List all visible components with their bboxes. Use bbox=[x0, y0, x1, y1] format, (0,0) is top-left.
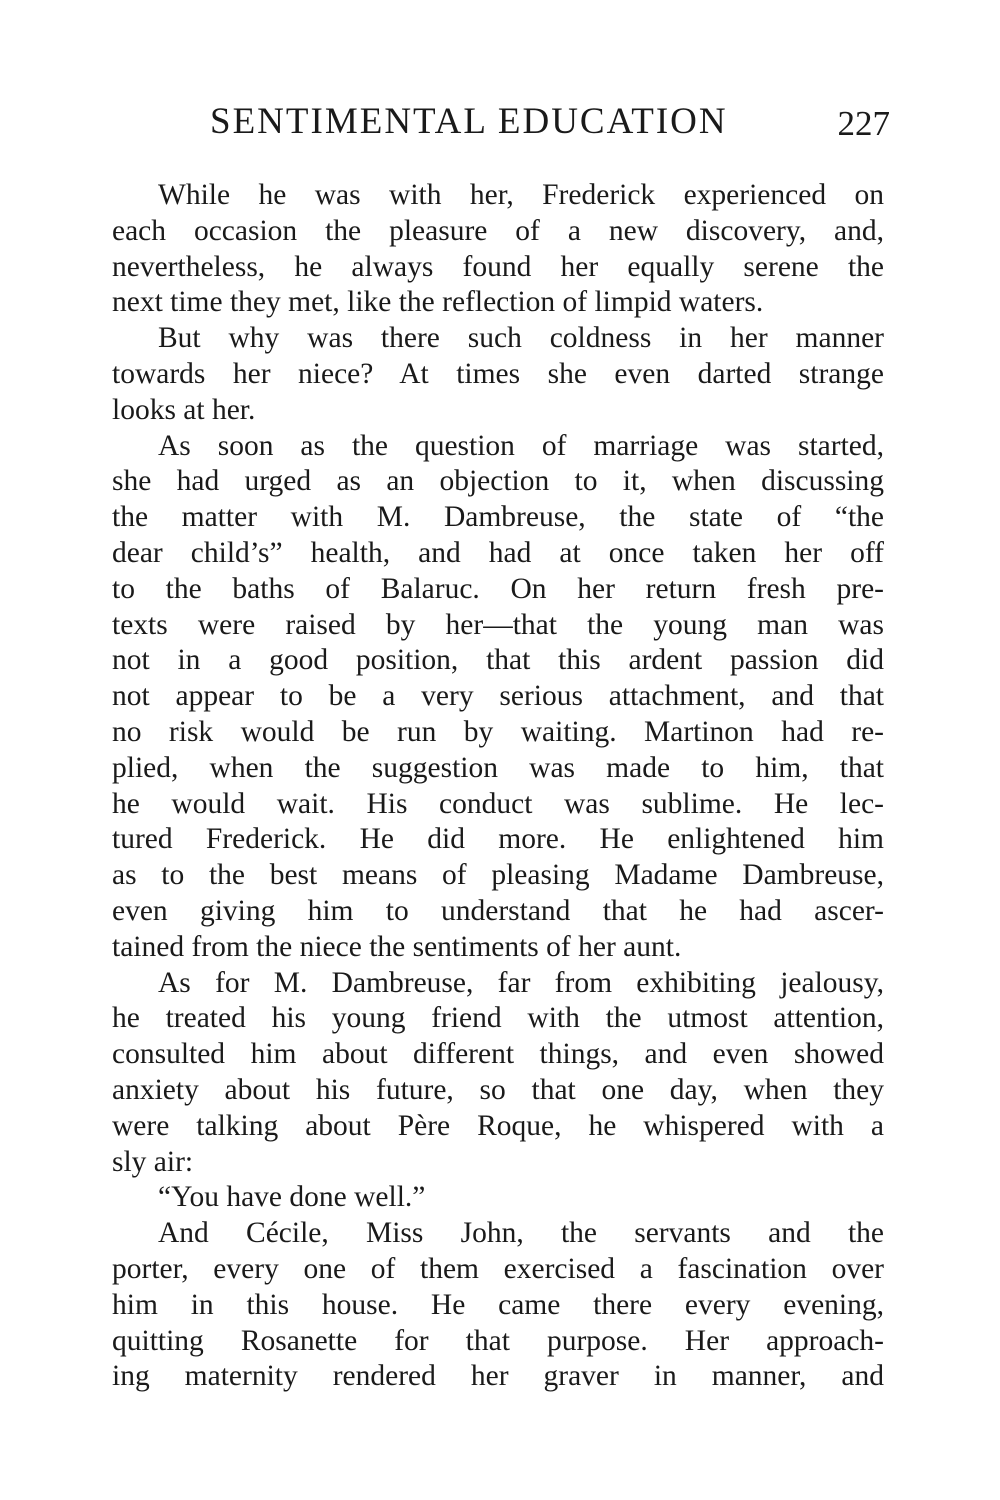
text-line: “You have done well.” bbox=[158, 1181, 426, 1214]
paragraph-2 bbox=[112, 321, 884, 428]
text-line: not in a good position, that this ardent passion did bbox=[112, 644, 884, 677]
paragraph-6 bbox=[112, 1216, 884, 1395]
text-line: the matter with M. Dambreuse, the state of “the bbox=[112, 501, 884, 534]
text-line: tained from the niece the sentiments of her aunt. bbox=[112, 930, 682, 963]
paragraph-1 bbox=[112, 178, 884, 321]
text-line: texts were raised by her—that the young man was bbox=[112, 608, 884, 641]
text-line: looks at her. bbox=[112, 393, 256, 426]
text-line: him in this house. He came there every evening, bbox=[112, 1288, 884, 1321]
text-line: dear child’s” health, and had at once taken her off bbox=[112, 536, 884, 569]
text-line: ing maternity rendered her graver in manner, and bbox=[112, 1360, 884, 1393]
text-line: consulted him about different things, and even showed bbox=[112, 1038, 884, 1071]
text-line: as to the best means of pleasing Madame Dambreuse, bbox=[112, 859, 884, 892]
paragraph-3 bbox=[112, 429, 884, 966]
text-line: anxiety about his future, so that one day, when they bbox=[112, 1073, 884, 1106]
text-line: As soon as the question of marriage was started, bbox=[158, 429, 884, 462]
text-line: plied, when the suggestion was made to him, that bbox=[112, 751, 884, 784]
running-title: SENTIMENTAL EDUCATION bbox=[210, 101, 728, 142]
text-line: to the baths of Balaruc. On her return fresh pre- bbox=[112, 572, 884, 605]
text-line: towards her niece? At times she even darted strange bbox=[112, 357, 884, 390]
text-line: quitting Rosanette for that purpose. Her approach- bbox=[112, 1324, 884, 1357]
paragraph-4 bbox=[112, 966, 884, 1181]
text-line: next time they met, like the reflection of limpid waters. bbox=[112, 286, 764, 319]
paragraph-5 bbox=[112, 1180, 884, 1216]
text-line: he would wait. His conduct was sublime. He lec- bbox=[112, 787, 884, 820]
text-line: And Cécile, Miss John, the servants and the bbox=[158, 1217, 884, 1250]
text-line: no risk would be run by waiting. Martinon had re- bbox=[112, 715, 884, 748]
text-line: even giving him to understand that he had ascer- bbox=[112, 894, 884, 927]
text-line: were talking about Père Roque, he whispered with a bbox=[112, 1109, 884, 1142]
body-text bbox=[112, 178, 884, 1395]
text-line: each occasion the pleasure of a new discovery, and, bbox=[112, 214, 884, 247]
page-number: 227 bbox=[837, 104, 890, 143]
running-head bbox=[110, 100, 890, 150]
text-line: But why was there such coldness in her manner bbox=[158, 322, 884, 355]
text-line: sly air: bbox=[112, 1145, 194, 1178]
text-line: nevertheless, he always found her equally serene the bbox=[112, 250, 884, 283]
text-line: he treated his young friend with the utmost attention, bbox=[112, 1002, 884, 1035]
text-line: As for M. Dambreuse, far from exhibiting jealousy, bbox=[158, 966, 884, 999]
text-line: porter, every one of them exercised a fascination over bbox=[112, 1252, 884, 1285]
text-line: While he was with her, Frederick experienced on bbox=[158, 179, 884, 211]
text-line: not appear to be a very serious attachment, and that bbox=[112, 680, 884, 713]
text-line: tured Frederick. He did more. He enlightened him bbox=[112, 823, 884, 856]
text-line: she had urged as an objection to it, when discussing bbox=[112, 465, 884, 498]
